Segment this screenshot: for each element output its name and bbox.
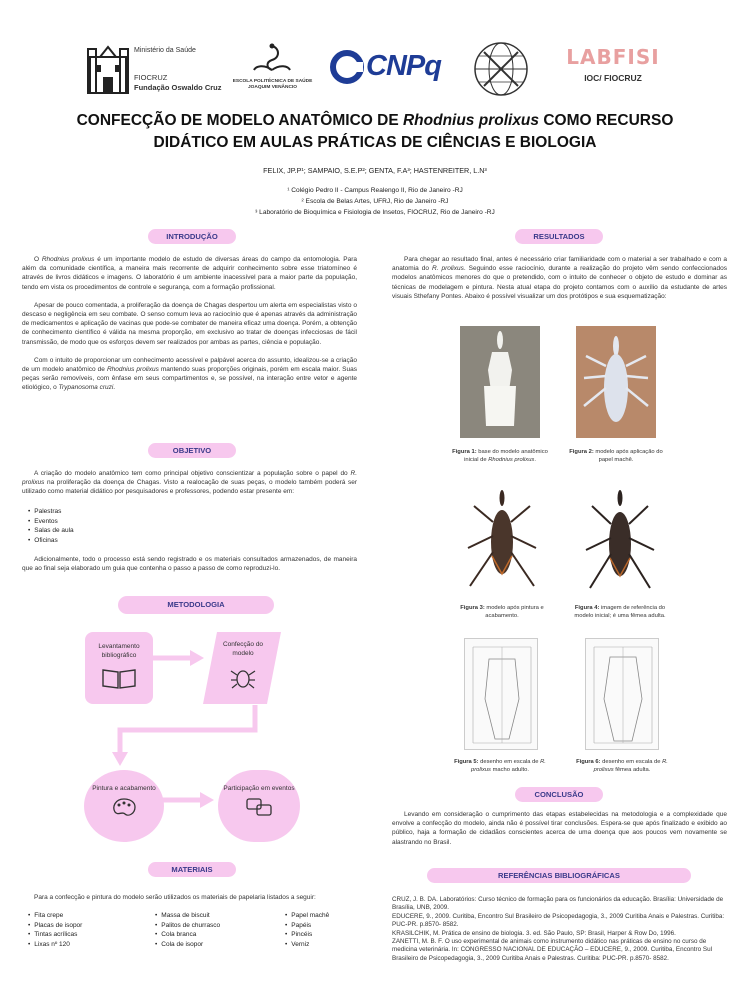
ministry-text: Ministério da Saúde xyxy=(134,47,196,54)
poster-title xyxy=(40,110,710,154)
list-item: • Tintas acrílicas xyxy=(28,930,82,940)
step-confeccao xyxy=(213,640,273,693)
materiais-col1 xyxy=(28,911,82,949)
objetivo-text: A criação do modelo anatômico tem como principal objetivo conscientizar a população sobre o papel do R. prolixus na proliferação da doença de Chagas. Visto a realocação de suas peças, o modelo também poderá ser utilizado como material didático por pesquisadores e professores, podendo estar presente em: xyxy=(22,470,357,496)
resultados-text: Para chegar ao resultado final, antes é necessário criar familiaridade com o material a ser trabalhado e com a anatomia do R. prolixus. Seguindo esse raciocínio, durante a realização do projeto vêm sendo confeccionados modelos anatômicos menores do que o pretendido, com o intuito de conhecer o objeto de estudo e dominar as técnicas de modelagem e pintura. Nesta atual etapa do projeto contamos com o auxílio da estudante de artes visuais Sthefany Pontes. Abaixo é possível visualizar um dos protótipos e sua esquematização: xyxy=(392,256,727,300)
step4-label: Participação em eventos xyxy=(223,785,295,792)
step2-label: Confecção do modelo xyxy=(222,641,264,657)
list-item: • Fita crepe xyxy=(28,911,82,921)
conclusao-text: Levando em consideração o cumprimento das etapas estabelecidas na metodologia e a complexidade que envolve a confecção do modelo, ainda não é possível tirar conclusões. Espera-se que após finalizado e exibido ao público, haja a formação de cidadãos conscientes acerca de uma doença que aos poucos vem novamente se alastrando no Brasil. xyxy=(392,811,727,846)
reference-item: EDUCERE, 9., 2009. Curitiba, Encontro Sul Brasileiro de Psicopedagogia, 3., 2009 Curitiba Anais e Palestras. Curitiba: PUC-PR. p.8570- 8582. xyxy=(392,912,725,929)
bug-icon xyxy=(229,666,257,690)
list-item: • Papel machê xyxy=(285,911,329,921)
list-item: • Cola branca xyxy=(155,930,220,940)
reference-item: KRASILCHIK, M. Prática de ensino de biologia. 3. ed. São Paulo, SP: Brasil, Harper & Row Do, 1996. xyxy=(392,929,676,937)
title-line2: DIDÁTICO EM AULAS PRÁTICAS DE CIÊNCIAS E BIOLOGIA xyxy=(153,134,597,151)
objetivo-heading: OBJETIVO xyxy=(148,443,236,458)
chat-bubbles-icon xyxy=(245,797,273,817)
title-line1-post: COMO RECURSO xyxy=(539,112,674,129)
figure-6-image xyxy=(585,638,659,750)
figure-5-caption: Figura 5: desenho em escala de R. prolixus macho adulto. xyxy=(454,759,546,773)
fiocruz-full-text: Fundação Oswaldo Cruz xyxy=(134,83,222,92)
figure-4-caption: Figura 4: imagem de referência do modelo inicial; é uma fêmea adulta. xyxy=(574,605,666,619)
figure-3-image xyxy=(462,486,542,598)
list-item: • Palitos de churrasco xyxy=(155,921,220,931)
fiocruz-logo xyxy=(86,43,236,98)
list-item: • Massa de biscuit xyxy=(155,911,220,921)
book-icon xyxy=(101,666,137,690)
list-item: • Eventos xyxy=(28,517,74,527)
reference-item: ZANETTI, M. B. F. O uso experimental de animais como instrumento didático nas práticas de ensino no curso de medicina veterinária. In: CONGRESSO NACIONAL DE EDUCAÇÃO – EDUCERE, 9., 2009. Curitiba, Encontro Sul Brasileiro de Psicopedagogia, 3., 2009 Curitiba Anais e Palestras. Curitiba: PUC-PR. p.8570- 8582. xyxy=(392,938,712,962)
materiais-intro: Para a confecção e pintura do modelo serão utilizados os materiais de papelaria listados a seguir: xyxy=(34,894,316,901)
cnpq-logo xyxy=(330,48,450,88)
list-item: • Papéis xyxy=(285,921,329,931)
intro-p2: Apesar de pouco comentada, a proliferação da doença de Chagas despertou um alerta em especialistas visto o descaso e negligência em seu combate. O senso comum leva ao raciocínio que é apenas através da administração de medicamentos e aplicação de vacinas que pode-se combater de maneira eficaz uma doença. Porém, a obtenção de conhecimento científico é válida na mesma proporção, em exclusivo ao tratar de doenças infecciosas de fácil transmissão, de modo que os esforços devem ser realizados por ambas as partes, ciência e população. xyxy=(22,301,357,346)
white-model-icon xyxy=(460,326,540,438)
title-line1-pre: CONFECÇÃO DE MODELO ANATÔMICO DE xyxy=(76,112,403,129)
materiais-col2 xyxy=(155,911,220,949)
male-drawing-icon xyxy=(465,639,539,751)
step-participacao xyxy=(218,770,300,842)
globe-icon xyxy=(470,38,532,100)
figure-3-caption: Figura 3: modelo após pintura e acabamento. xyxy=(460,605,544,619)
title-species: Rhodnius prolixus xyxy=(402,112,540,129)
fiocruz-castle-icon xyxy=(86,43,130,95)
cnpq-swirl-icon xyxy=(330,50,364,84)
conclusao-heading: CONCLUSÃO xyxy=(515,787,603,802)
step1-label: Levantamento bibliográfico xyxy=(98,643,140,659)
list-item: • Placas de isopor xyxy=(28,921,82,931)
list-item: • Oficinas xyxy=(28,536,74,546)
papier-mache-model-icon xyxy=(576,326,656,438)
figure-1-image xyxy=(460,326,540,438)
epsjv-line2: JOAQUIM VENÂNCIO xyxy=(247,85,298,90)
affiliation-1: ¹ Colégio Pedro II - Campus Realengo II, Rio de Janeiro -RJ xyxy=(287,187,463,194)
epsjv-logo xyxy=(230,42,315,97)
list-item: • Salas de aula xyxy=(28,526,74,536)
labfisi-logo xyxy=(558,45,668,95)
reference-item: CRUZ, J. B. DA. Laboratórios: Curso técnico de formação para os funcionários da educação. Brasília: Universidade de Brasília, UNB, 2009. xyxy=(392,896,724,912)
reference-insect-icon xyxy=(580,486,660,598)
referencias-list xyxy=(392,896,727,963)
list-item: • Pincéis xyxy=(285,930,329,940)
cnpq-text: CNPq xyxy=(366,50,441,82)
step-pintura xyxy=(84,770,164,842)
resultados-heading: RESULTADOS xyxy=(515,229,603,244)
painted-model-icon xyxy=(462,486,542,598)
ufrj-globe-logo xyxy=(470,38,532,100)
epsjv-book-icon xyxy=(252,42,292,76)
figure-5-image xyxy=(464,638,538,750)
figure-4-image xyxy=(580,486,660,598)
figure-2-image xyxy=(576,326,656,438)
list-item: • Lixas nº 120 xyxy=(28,940,82,950)
figure-6-caption: Figura 6: desenho em escala de R. prolixus fêmea adulta. xyxy=(576,759,668,773)
step3-label: Pintura e acabamento xyxy=(92,785,156,792)
epsjv-line1: ESCOLA POLITÉCNICA DE SAÚDE xyxy=(232,79,313,84)
objetivo-list xyxy=(28,507,74,545)
fiocruz-text: FIOCRUZ xyxy=(134,73,168,82)
referencias-heading: REFERÊNCIAS BIBLIOGRÁFICAS xyxy=(427,868,691,883)
list-item: • Verniz xyxy=(285,940,329,950)
materiais-heading: MATERIAIS xyxy=(148,862,236,877)
labfisi-text: LABFISI xyxy=(566,45,660,69)
female-drawing-icon xyxy=(586,639,660,751)
materiais-col3 xyxy=(285,911,329,949)
list-item: • Cola de isopor xyxy=(155,940,220,950)
figure-2-caption: Figura 2: modelo após aplicação do papel machê. xyxy=(569,449,663,463)
palette-icon xyxy=(111,797,137,817)
labfisi-sub: IOC/ FIOCRUZ xyxy=(584,73,642,83)
affiliation-2: ² Escola de Belas Artes, UFRJ, Rio de Janeiro -RJ xyxy=(301,198,449,205)
step-levantamento xyxy=(85,632,153,704)
list-item: • Palestras xyxy=(28,507,74,517)
objetivo-p2: Adicionalmente, todo o processo está sendo registrado e os materiais consultados armazenados, de maneira que ao final seja elaborado um guia que contenha o passo a passo de como reproduzi-lo. xyxy=(22,556,357,573)
intro-text: O Rhodnius prolixus é um importante modelo de estudo de diversas áreas do campo da entomologia. Para além da comunidade científica, a maneira mais recorrente de adquirir conhecimento sobre esse triatomíneo é através de livros didáticos e imagens. O laboratório é um ambiente inacessível para a maior parte da população, tendo em vista os procedimentos de controle e segurança, com a formação profissional. Apesar de pouco comentada, a proliferação da doença de Chagas despertou um alerta em especialistas visto o descaso e negligência em seu combate. O senso comum leva ao raciocínio que é apenas através da administração de medicamentos e aplicação de vacinas que pode-se combater de maneira eficaz uma doença. Porém, a obtenção de conhecimento científico é válida na mesma proporção, em exclusivo ao tratar de doenças infecciosas de fácil transmissão, de modo que os esforços devem ser realizados por ambas as partes, ciência e população. Com o intuito de proporcionar um conhecimento acessível e palpável acerca do assunto, idealizou-se a criação de um modelo anatômico de Rhodnius prolixus mantendo suas proporções originais, porém em escala maior. Suas peças serão removíveis, com ênfase em seus compartimentos e, se possível, na interação entre vetor e agente etiológico, o Trypanosoma cruzi. xyxy=(22,256,357,392)
intro-heading: INTRODUÇÃO xyxy=(148,229,236,244)
figure-1-caption: Figura 1: base do modelo anatômico inicial de Rhodnius prolixus. xyxy=(452,449,548,463)
authors: FELIX, JP.P¹; SAMPAIO, S.E.P²; GENTA, F.A³; HASTENREITER, L.N³ xyxy=(263,166,487,175)
metodologia-heading: METODOLOGIA xyxy=(118,596,274,614)
affiliation-3: ³ Laboratório de Bioquímica e Fisiologia de Insetos, FIOCRUZ, Rio de Janeiro -RJ xyxy=(255,209,495,216)
